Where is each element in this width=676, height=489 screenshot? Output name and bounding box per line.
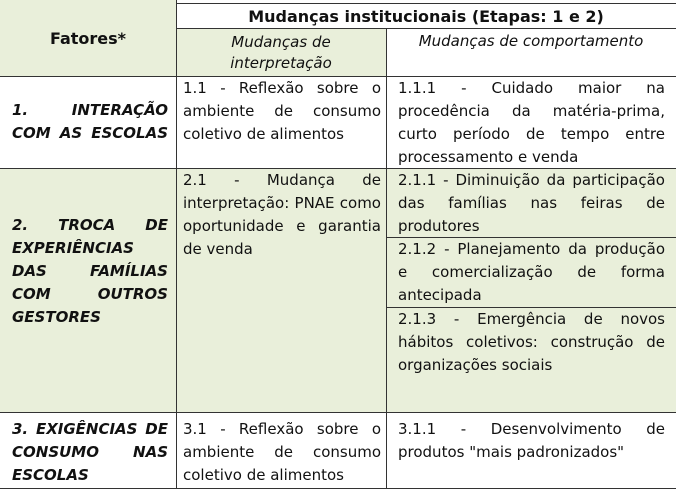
grid-line [386, 307, 676, 308]
factors-label: Fatores* [49, 28, 127, 48]
grid-line [176, 28, 676, 29]
row2-behavior-1: 2.1.1 - Diminuição da participação das famílias nas feiras de produtores [398, 171, 665, 235]
interpretation-label: Mudanças de interpretação [230, 33, 332, 72]
row1-factor-cell [12, 99, 168, 145]
row3-factor: 3. EXIGÊNCIAS DE CONSUMO NAS ESCOLAS [12, 420, 168, 484]
row1-behavior-cell [398, 77, 665, 169]
row1-interpretation-cell [183, 77, 381, 146]
row2-behavior-1-cell [398, 169, 665, 238]
row2-interpretation: 2.1 - Mudança de interpretação: PNAE como oportunidade e garantia de venda [183, 171, 381, 258]
row3-behavior-cell [398, 418, 665, 464]
row3-interpretation-cell [183, 418, 381, 487]
row2-behavior-3: 2.1.3 - Emergência de novos hábitos coletivos: construção de organizações sociais [398, 310, 665, 374]
row1-interpretation: 1.1 - Reflexão sobre o ambiente de consumo coletivo de alimentos [183, 79, 381, 143]
row3-interpretation: 3.1 - Reflexão sobre o ambiente de consumo coletivo de alimentos [183, 420, 381, 484]
row3-behavior-1: 3.1.1 - Desenvolvimento de produtos "mais padronizados" [398, 420, 665, 461]
row1-factor: 1. INTERAÇÃO COM AS ESCOLAS [12, 101, 168, 142]
header-factors-cell [0, 0, 176, 76]
row3-factor-cell [12, 418, 168, 487]
behavior-label: Mudanças de comportamento [418, 31, 644, 50]
row2-interpretation-cell [183, 169, 381, 261]
group-label: Mudanças institucionais (Etapas: 1 e 2) [248, 6, 604, 26]
header-interpretation-cell [176, 30, 386, 76]
row1-behavior-1: 1.1.1 - Cuidado maior na procedência da matéria-prima, curto período de tempo entre processamento e venda [398, 79, 665, 166]
grid-line [176, 3, 676, 4]
grid-line [0, 412, 676, 413]
grid-line [176, 0, 177, 489]
row2-factor-cell [12, 214, 168, 329]
grid-line [0, 76, 676, 77]
row2-behavior-3-cell [398, 308, 665, 377]
header-behavior-cell [386, 30, 676, 52]
row2-behavior-2: 2.1.2 - Planejamento da produção e comercialização de forma antecipada [398, 240, 665, 304]
header-group-cell [176, 4, 676, 28]
grid-line [0, 168, 676, 169]
row2-factor: 2. TROCA DE EXPERIÊNCIAS DAS FAMÍLIAS COM OUTROS GESTORES [12, 216, 168, 326]
grid-line [386, 237, 676, 238]
row2-behavior-2-cell [398, 238, 665, 307]
grid-line [386, 28, 387, 489]
